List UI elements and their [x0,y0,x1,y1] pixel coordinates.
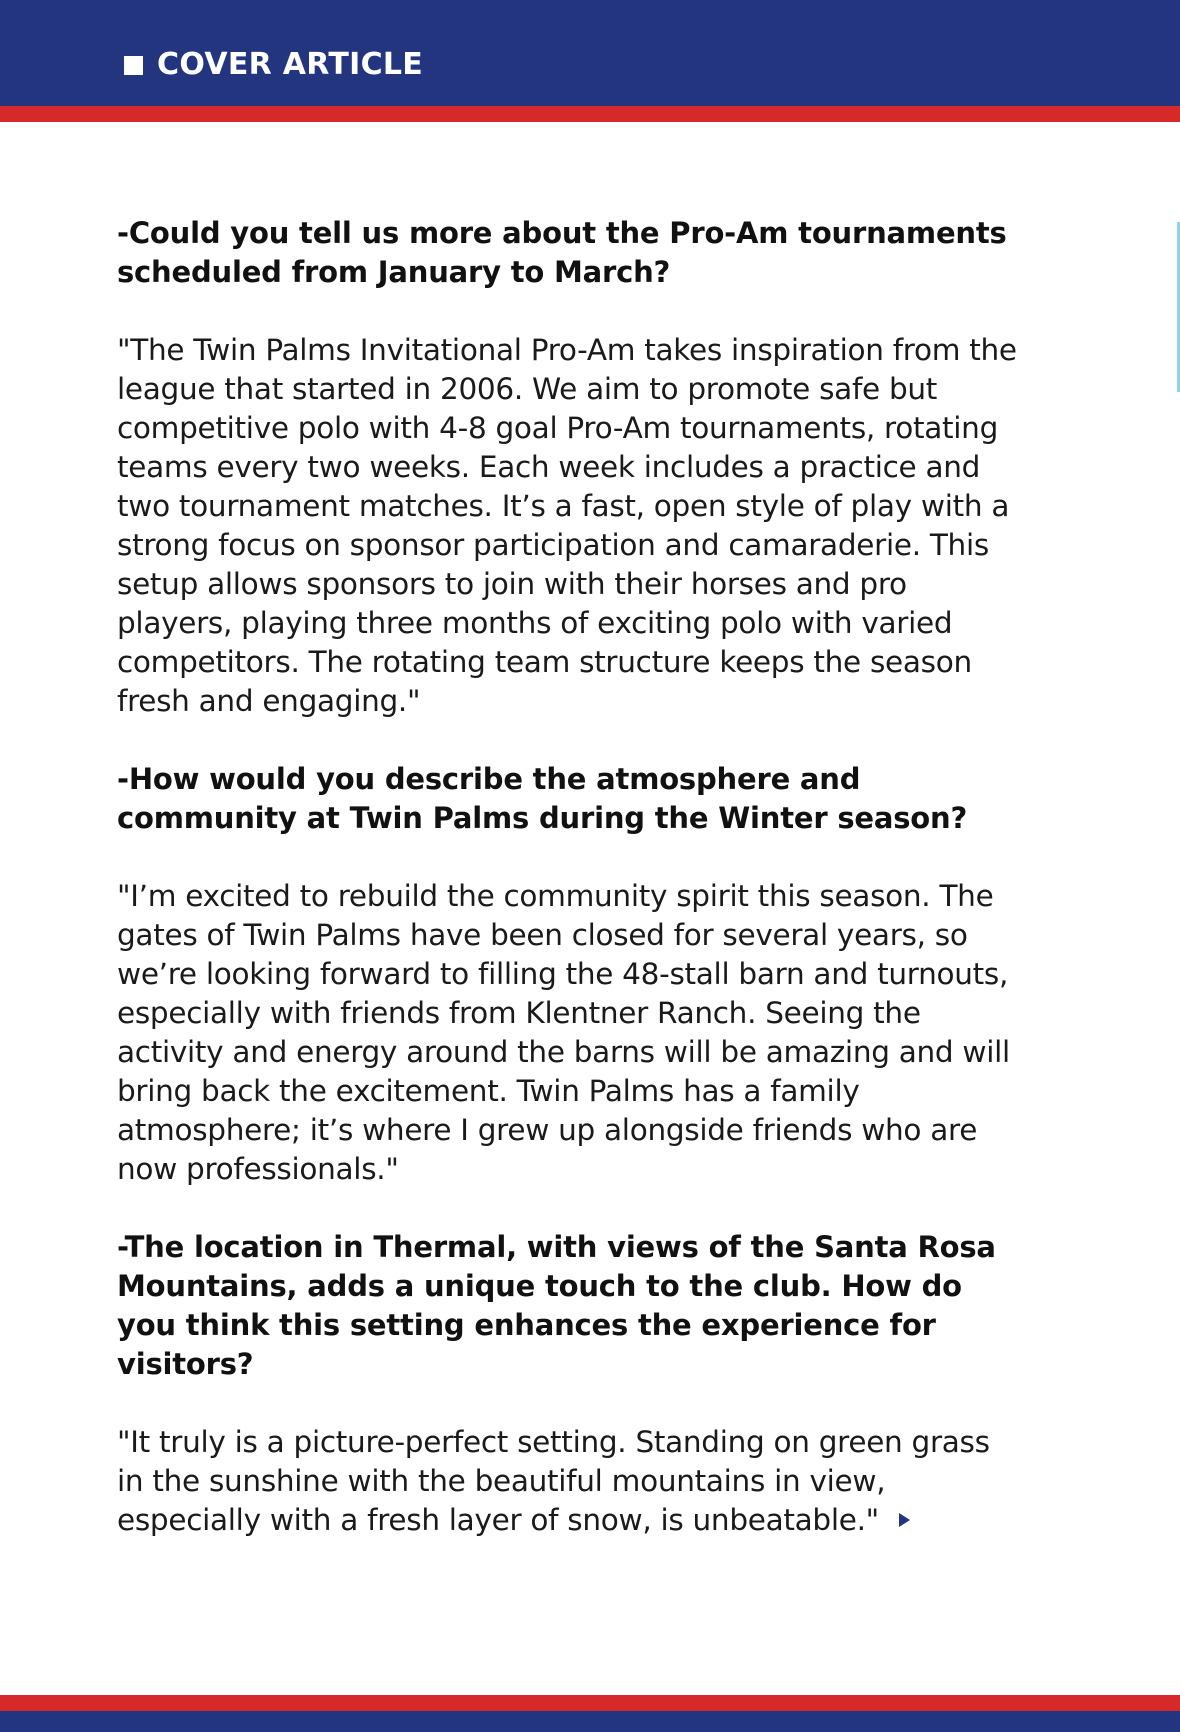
header-accent-stripe [0,106,1180,122]
answer-3-paragraph [117,1423,1017,1540]
section-label-text: COVER ARTICLE [157,47,424,82]
answer-3: "It truly is a picture-perfect setting. Standing on green grass in the sunshine with the beautiful mountains in view, especially with a fresh layer of snow, is unbeatable." [117,1425,990,1537]
footer-band [0,1711,1180,1732]
continue-arrow-icon [899,1513,910,1527]
section-label [124,47,424,82]
answer-2: "I’m excited to rebuild the community spirit this season. The gates of Twin Palms have been closed for several years, so we’re looking forward to filling the 48-stall barn and turnouts, especially with friends from Klentner Ranch. Seeing the activity and energy around the barns will be amazing and will bring back the excitement. Twin Palms has a family atmosphere; it’s where I grew up alongside friends who are now professionals." [117,879,1010,1186]
question-2: -How would you describe the atmosphere and community at Twin Palms during the Winter season? [117,762,968,835]
answer-1: "The Twin Palms Invitational Pro-Am takes inspiration from the league that started in 2006. We aim to promote safe but competitive polo with 4-8 goal Pro-Am tournaments, rotating teams every two weeks. Each week includes a practice and two tournament matches. It’s a fast, open style of play with a strong focus on sponsor participation and camaraderie. This setup allows sponsors to join with their horses and pro players, playing three months of exciting polo with varied competitors. The rotating team structure keeps the season fresh and engaging." [117,333,1017,718]
square-bullet-icon [124,56,143,75]
footer-accent-stripe [0,1695,1180,1711]
question-3: -The location in Thermal, with views of the Santa Rosa Mountains, adds a unique touch to the club. How do you think this setting enhances the experience for visitors? [117,1230,996,1381]
question-1: -Could you tell us more about the Pro-Am tournaments scheduled from January to March? [117,216,1007,289]
article-body [117,214,1017,1540]
